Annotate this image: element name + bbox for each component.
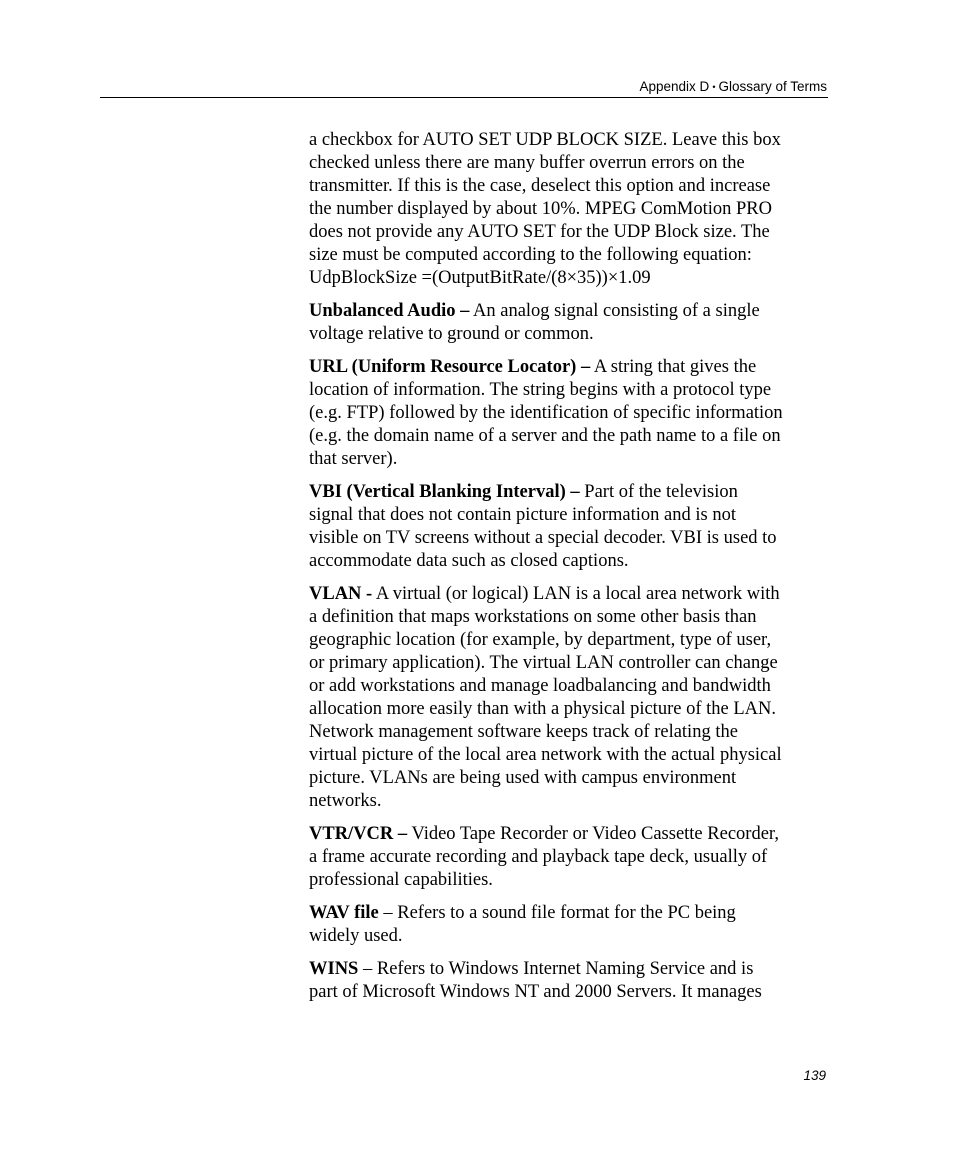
line: geographic location (for example, by department, type of user, <box>309 630 772 650</box>
glossary-term: WINS <box>309 959 359 979</box>
line: size must be computed according to the following equation: <box>309 245 752 265</box>
line: virtual picture of the local area network with the actual physical <box>309 745 782 765</box>
line: does not provide any AUTO SET for the UDP Block size. The <box>309 222 770 242</box>
line: checked unless there are many buffer overrun errors on the <box>309 153 745 173</box>
line: widely used. <box>309 926 403 946</box>
header-section: Appendix D <box>639 79 710 94</box>
line: A string that gives the <box>590 357 757 377</box>
equation-line: UdpBlockSize =(OutputBitRate/(8×35))×1.09 <box>309 268 651 288</box>
line: accommodate data such as closed captions. <box>309 551 629 571</box>
line: Video Tape Recorder or Video Cassette Recorder, <box>407 824 779 844</box>
line: (e.g. the domain name of a server and the path name to a file on <box>309 426 781 446</box>
line: An analog signal consisting of a single <box>469 301 760 321</box>
glossary-content <box>309 129 831 1014</box>
line: picture. VLANs are being used with campus environment <box>309 768 737 788</box>
header-separator: • <box>712 82 716 92</box>
glossary-entry-unbalanced-audio <box>309 300 831 346</box>
glossary-entry-wins <box>309 958 831 1004</box>
glossary-entry-wav-file <box>309 902 831 948</box>
line: location of information. The string begins with a protocol type <box>309 380 772 400</box>
line: (e.g. FTP) followed by the identification of specific information <box>309 403 783 423</box>
line: a checkbox for AUTO SET UDP BLOCK SIZE. Leave this box <box>309 130 781 150</box>
glossary-entry-url <box>309 356 831 471</box>
line: voltage relative to ground or common. <box>309 324 594 344</box>
line: part of Microsoft Windows NT and 2000 Servers. It manages <box>309 982 762 1002</box>
page-number: 139 <box>803 1068 826 1083</box>
glossary-term: Unbalanced Audio – <box>309 301 470 321</box>
glossary-term: VBI (Vertical Blanking Interval) – <box>309 482 580 502</box>
line: A virtual (or logical) LAN is a local area network with <box>372 584 780 604</box>
line: – Refers to a sound file format for the PC being <box>378 903 736 923</box>
line: professional capabilities. <box>309 870 493 890</box>
line: visible on TV screens without a special decoder. VBI is used to <box>309 528 777 548</box>
continuation-paragraph <box>309 129 831 290</box>
glossary-entry-vbi <box>309 481 831 573</box>
line: networks. <box>309 791 382 811</box>
line: that server). <box>309 449 398 469</box>
line: allocation more easily than with a physical picture of the LAN. <box>309 699 776 719</box>
glossary-entry-vtr-vcr <box>309 823 831 892</box>
line: or primary application). The virtual LAN controller can change <box>309 653 778 673</box>
line: Part of the television <box>579 482 738 502</box>
line: or add workstations and manage loadbalancing and bandwidth <box>309 676 771 696</box>
line: a definition that maps workstations on some other basis than <box>309 607 757 627</box>
glossary-term: URL (Uniform Resource Locator) – <box>309 357 591 377</box>
line: Network management software keeps track of relating the <box>309 722 738 742</box>
glossary-term: VLAN - <box>309 584 373 604</box>
header-chapter: Glossary of Terms <box>718 79 827 94</box>
line: transmitter. If this is the case, deselect this option and increase <box>309 176 771 196</box>
glossary-entry-vlan <box>309 583 831 813</box>
running-header <box>640 78 827 96</box>
glossary-term: VTR/VCR – <box>309 824 408 844</box>
header-rule <box>100 97 828 98</box>
line: a frame accurate recording and playback tape deck, usually of <box>309 847 768 867</box>
glossary-term: WAV file <box>309 903 379 923</box>
line: – Refers to Windows Internet Naming Service and is <box>358 959 754 979</box>
line: the number displayed by about 10%. MPEG ComMotion PRO <box>309 199 772 219</box>
line: signal that does not contain picture information and is not <box>309 505 736 525</box>
